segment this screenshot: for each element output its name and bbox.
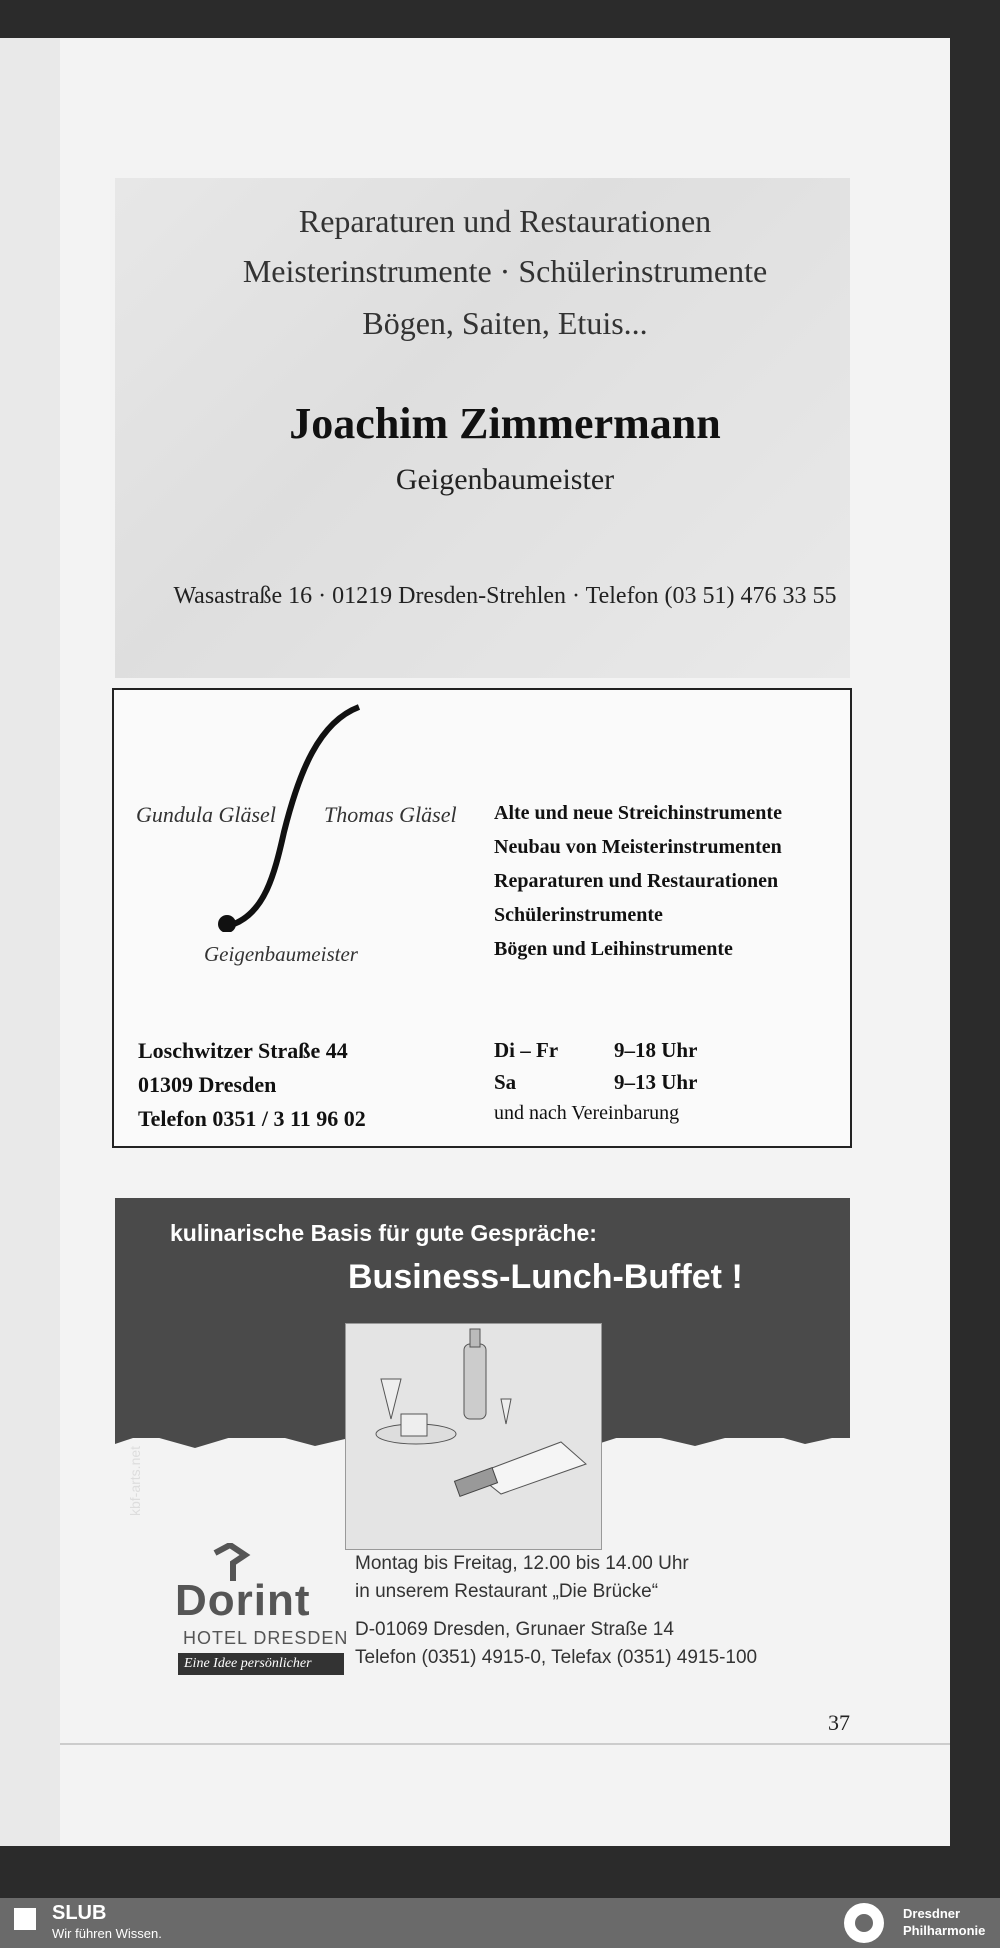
hours-weekday-time: 9–18 Uhr	[614, 1038, 698, 1062]
table-setting-icon	[346, 1324, 601, 1549]
ad-dorint	[115, 1198, 850, 1671]
buffet-illustration	[345, 1323, 602, 1550]
document-page	[60, 38, 950, 1846]
service-item: Reparaturen und Restaurationen	[494, 870, 779, 892]
philharmonie-line2: Philharmonie	[903, 1923, 986, 1938]
hours-weekday-label: Di – Fr	[494, 1038, 559, 1062]
page-number: 37	[828, 1710, 850, 1735]
dorint-sub: HOTEL DRESDEN	[183, 1628, 349, 1648]
dorint-brand: Dorint	[175, 1576, 311, 1625]
left-page-edge	[0, 38, 62, 1846]
hours-note: und nach Vereinbarung	[494, 1102, 680, 1124]
philharmonie-line1: Dresdner	[903, 1906, 961, 1921]
philharmonie-logo-icon	[842, 1901, 886, 1945]
hours-saturday-label: Sa	[494, 1070, 517, 1094]
service-item: Alte und neue Streichinstrumente	[494, 802, 782, 824]
person-thomas: Thomas Gläsel	[324, 802, 457, 827]
service-item: Neubau von Meisterinstrumenten	[494, 836, 782, 858]
dorint-info3: D-01069 Dresden, Grunaer Straße 14	[355, 1619, 674, 1640]
dorint-slogan: Eine Idee persönlicher	[178, 1653, 344, 1675]
ad1-name: Joachim Zimmermann	[289, 399, 721, 448]
slub-tagline: Wir führen Wissen.	[52, 1926, 162, 1941]
ad1-title: Geigenbaumeister	[395, 463, 615, 496]
slub-logo-text: SLUB	[52, 1902, 107, 1924]
ad2-street: Loschwitzer Straße 44	[138, 1038, 348, 1063]
ad1-line2: Meisterinstrumente · Schülerinstrumente	[242, 253, 768, 289]
ad-glaesel	[112, 688, 852, 1148]
ad2-title: Geigenbaumeister	[204, 942, 358, 966]
hours-saturday-time: 9–13 Uhr	[614, 1070, 698, 1094]
slub-logo-icon	[14, 1908, 36, 1930]
dorint-headline: Business-Lunch-Buffet !	[348, 1258, 743, 1296]
footer-bar	[0, 1898, 1000, 1948]
dorint-tagline: kulinarische Basis für gute Gespräche:	[170, 1220, 597, 1246]
ad1-line1: Reparaturen und Restaurationen	[298, 203, 712, 239]
dorint-info4: Telefon (0351) 4915-0, Telefax (0351) 4915-100	[355, 1647, 758, 1668]
page-rule	[60, 1743, 950, 1745]
ad1-address: Wasastraße 16 · 01219 Dresden-Strehlen · Telefon (03 51) 476 33 55	[173, 583, 837, 609]
service-item: Bögen und Leihinstrumente	[494, 938, 733, 960]
dorint-info2: in unserem Restaurant „Die Brücke“	[355, 1581, 659, 1602]
service-item: Schülerinstrumente	[494, 904, 663, 926]
side-credit: kbf-arts.net	[127, 1445, 143, 1516]
person-gundula: Gundula Gläsel	[136, 802, 276, 827]
ad1-line3: Bögen, Saiten, Etuis...	[362, 305, 648, 341]
ad2-phone: Telefon 0351 / 3 11 96 02	[138, 1106, 366, 1131]
ad2-city: 01309 Dresden	[138, 1072, 277, 1097]
dorint-info1: Montag bis Freitag, 12.00 bis 14.00 Uhr	[355, 1553, 689, 1574]
